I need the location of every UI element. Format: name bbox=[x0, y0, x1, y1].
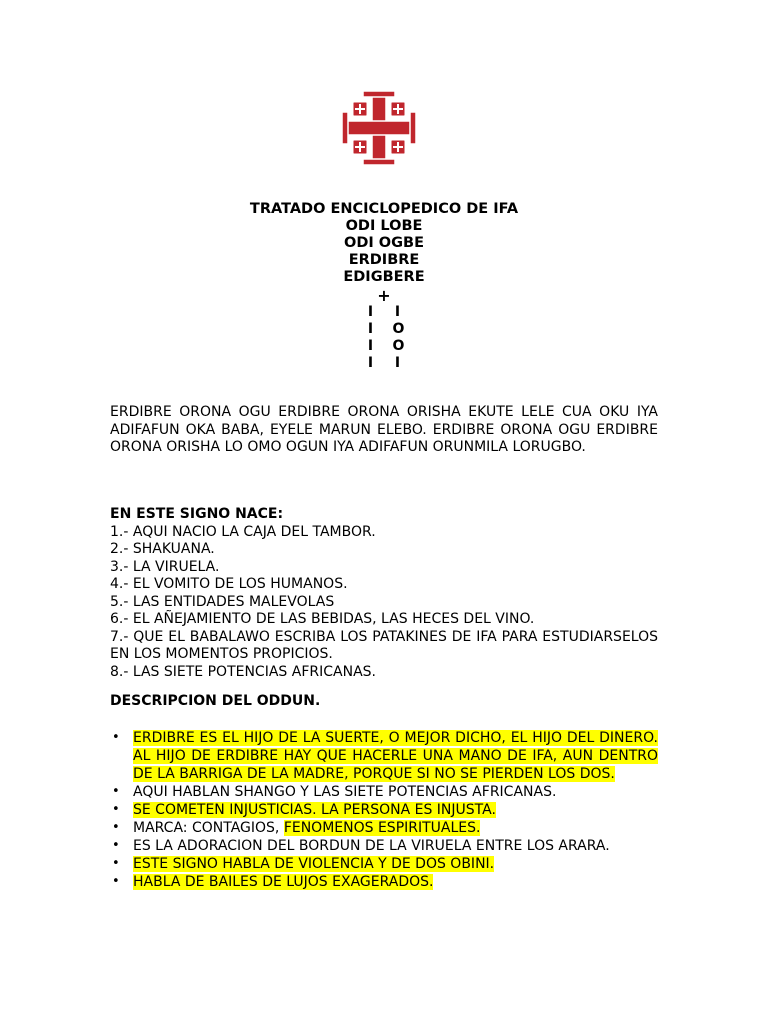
list-item: 7.- QUE EL BABALAWO ESCRIBA LOS PATAKINES DE IFA PARA ESTUDIARSELOS EN LOS MOMENTOS PROPICIOS. bbox=[110, 628, 658, 662]
figure-row bbox=[110, 338, 658, 355]
plain-text: MARCA: CONTAGIOS, bbox=[133, 820, 284, 836]
figure-mark: I bbox=[394, 304, 401, 320]
figure-row bbox=[110, 355, 658, 372]
description-list bbox=[110, 729, 658, 891]
bullet-icon: • bbox=[112, 874, 120, 889]
list-item: 8.- LAS SIETE POTENCIAS AFRICANAS. bbox=[110, 663, 376, 680]
intro-paragraph: ERDIBRE ORONA OGU ERDIBRE ORONA ORISHA EKUTE LELE CUA OKU IYA ADIFAFUN OKA BABA, EYELE MARUN ELEBO. ERDIBRE ORONA OGU ERDIBRE ORONA ORISHA LO OMO OGUN IYA ADIFAFUN ORUNMILA LORUGBO. bbox=[110, 404, 658, 455]
highlighted-text: HABLA DE BAILES DE LUJOS EXAGERADOS. bbox=[133, 874, 434, 890]
document-title bbox=[110, 201, 658, 286]
list-item bbox=[110, 819, 658, 837]
bullet-icon: • bbox=[112, 802, 120, 817]
highlighted-text: AL HIJO DE ERDIBRE HAY QUE HACERLE UNA MANO DE IFA, AUN DENTRO DE LA BARRIGA DE LA MADRE, PORQUE SI NO SE PIERDEN LOS DOS. bbox=[133, 748, 658, 782]
bullet-icon: • bbox=[112, 856, 120, 871]
highlighted-text: ERDIBRE ES EL HIJO DE LA SUERTE, O MEJOR DICHO, EL HIJO DEL DINERO. bbox=[133, 730, 658, 746]
list-item: 2.- SHAKUANA. bbox=[110, 541, 215, 557]
highlighted-text: SE COMETEN INJUSTICIAS. LA PERSONA ES INJUSTA. bbox=[133, 802, 496, 818]
figure-mark: I bbox=[394, 355, 401, 371]
figure-mark: I bbox=[367, 338, 374, 354]
list-item: 4.- EL VOMITO DE LOS HUMANOS. bbox=[110, 576, 348, 592]
list-item: 1.- AQUI NACIO LA CAJA DEL TAMBOR. bbox=[110, 523, 376, 540]
figure-row bbox=[110, 304, 658, 321]
list-item: 6.- EL AÑEJAMIENTO DE LAS BEBIDAS, LAS HECES DEL VINO. bbox=[110, 611, 535, 627]
bullet-icon: • bbox=[112, 784, 120, 799]
plain-text: AQUI HABLAN SHANGO Y LAS SIETE POTENCIAS AFRICANAS. bbox=[133, 784, 557, 800]
figure-mark: I bbox=[367, 321, 374, 337]
figure-row bbox=[110, 321, 658, 338]
bullet-icon: • bbox=[112, 838, 120, 853]
highlighted-text: FENOMENOS ESPIRITUALES. bbox=[283, 820, 481, 836]
sign-name-line: ERDIBRE bbox=[348, 252, 420, 268]
bullet-icon: • bbox=[112, 820, 120, 835]
list-item bbox=[110, 873, 658, 891]
list-item bbox=[110, 855, 658, 873]
list-item bbox=[110, 729, 658, 783]
sign-name-line: ODI OGBE bbox=[344, 235, 424, 251]
bullet-icon: • bbox=[112, 730, 120, 745]
figure-mark: I bbox=[367, 304, 374, 320]
list-item bbox=[110, 783, 658, 801]
figure-mark: O bbox=[392, 338, 405, 354]
section-heading: EN ESTE SIGNO NACE: bbox=[110, 506, 284, 522]
sign-name-line: EDIGBERE bbox=[343, 269, 425, 285]
figure-mark: O bbox=[392, 321, 405, 337]
figure-mark: I bbox=[367, 355, 374, 371]
list-item: 5.- LAS ENTIDADES MALEVOLAS bbox=[110, 593, 335, 610]
list-item: 3.- LA VIRUELA. bbox=[110, 558, 220, 575]
list-item bbox=[110, 801, 658, 819]
jerusalem-cross-icon bbox=[339, 88, 419, 168]
section-heading: DESCRIPCION DEL ODDUN. bbox=[110, 693, 321, 709]
title-line: TRATADO ENCICLOPEDICO DE IFA bbox=[249, 201, 519, 217]
plain-text: ES LA ADORACION DEL BORDUN DE LA VIRUELA ENTRE LOS ARARA. bbox=[133, 838, 610, 854]
highlighted-text: ESTE SIGNO HABLA DE VIOLENCIA Y DE DOS OBINI. bbox=[133, 856, 495, 872]
plus-icon: + bbox=[377, 286, 391, 305]
sign-name-line: ODI LOBE bbox=[345, 218, 423, 234]
ifa-sign-figure bbox=[110, 287, 658, 372]
list-item bbox=[110, 837, 658, 855]
nace-section bbox=[110, 506, 658, 681]
